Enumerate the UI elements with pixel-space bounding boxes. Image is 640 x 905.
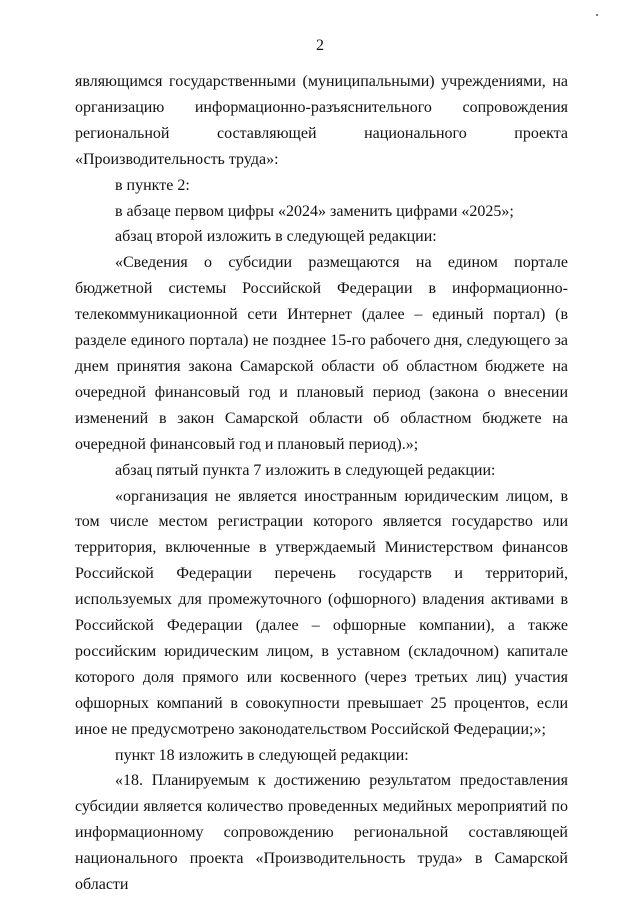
page-number: 2 (316, 37, 324, 54)
paragraph-result: «18. Планируемым к достижению результатом предоставления субсидии является количество проведенных медийных мероприятий по информационному сопровождению региональной составляющей национального проекта «Производительность труда» в Самарской области (75, 772, 568, 894)
document-body (75, 69, 568, 898)
paragraph-item-18: пункт 18 изложить в следующей редакции: (115, 746, 409, 764)
paragraph-intro: являющимся государственными (муниципальными) учреждениями, на организацию информационно-разъяснительного сопровождения региональной составляющей национального проекта «Производительность труда»: (75, 73, 568, 168)
paragraph-subsidy-info: «Сведения о субсидии размещаются на едином портале бюджетной системы Российской Федерации в информационно-телекоммуникационной сети Интернет (далее – единый портал) (в разделе единого портала) не позднее 15-го рабочего дня, следующего за днем принятия закона Самарской области об областном бюджете на очередной финансовый год и плановый период (закона о внесении изменений в закон Самарской области об областном бюджете на очередной финансовый год и плановый период).»; (75, 254, 568, 453)
paragraph-amend-digits: в абзаце первом цифры «2024» заменить цифрами «2025»; (115, 202, 514, 220)
scan-artifact-dot (596, 14, 598, 16)
paragraph-item-7: абзац пятый пункта 7 изложить в следующей редакции: (115, 461, 496, 479)
paragraph-item-2: в пункте 2: (115, 176, 190, 194)
paragraph-offshore: «организация не является иностранным юридическим лицом, в том числе местом регистрации которого является государство или территория, включенные в утверждаемый Министерством финансов Российской Федерации перечень государств и территорий, используемых для промежуточного (офшорного) владения активами в Российской Федерации (далее – офшорные компании), а также российским юридическим лицом, в уставном (складочном) капитале которого доля прямого или косвенного (через третьих лиц) участия офшорных компаний в совокупности превышает 25 процентов, если иное не предусмотрено законодательством Российской Федерации;»; (75, 487, 568, 738)
paragraph-second-abzac: абзац второй изложить в следующей редакции: (115, 228, 437, 246)
